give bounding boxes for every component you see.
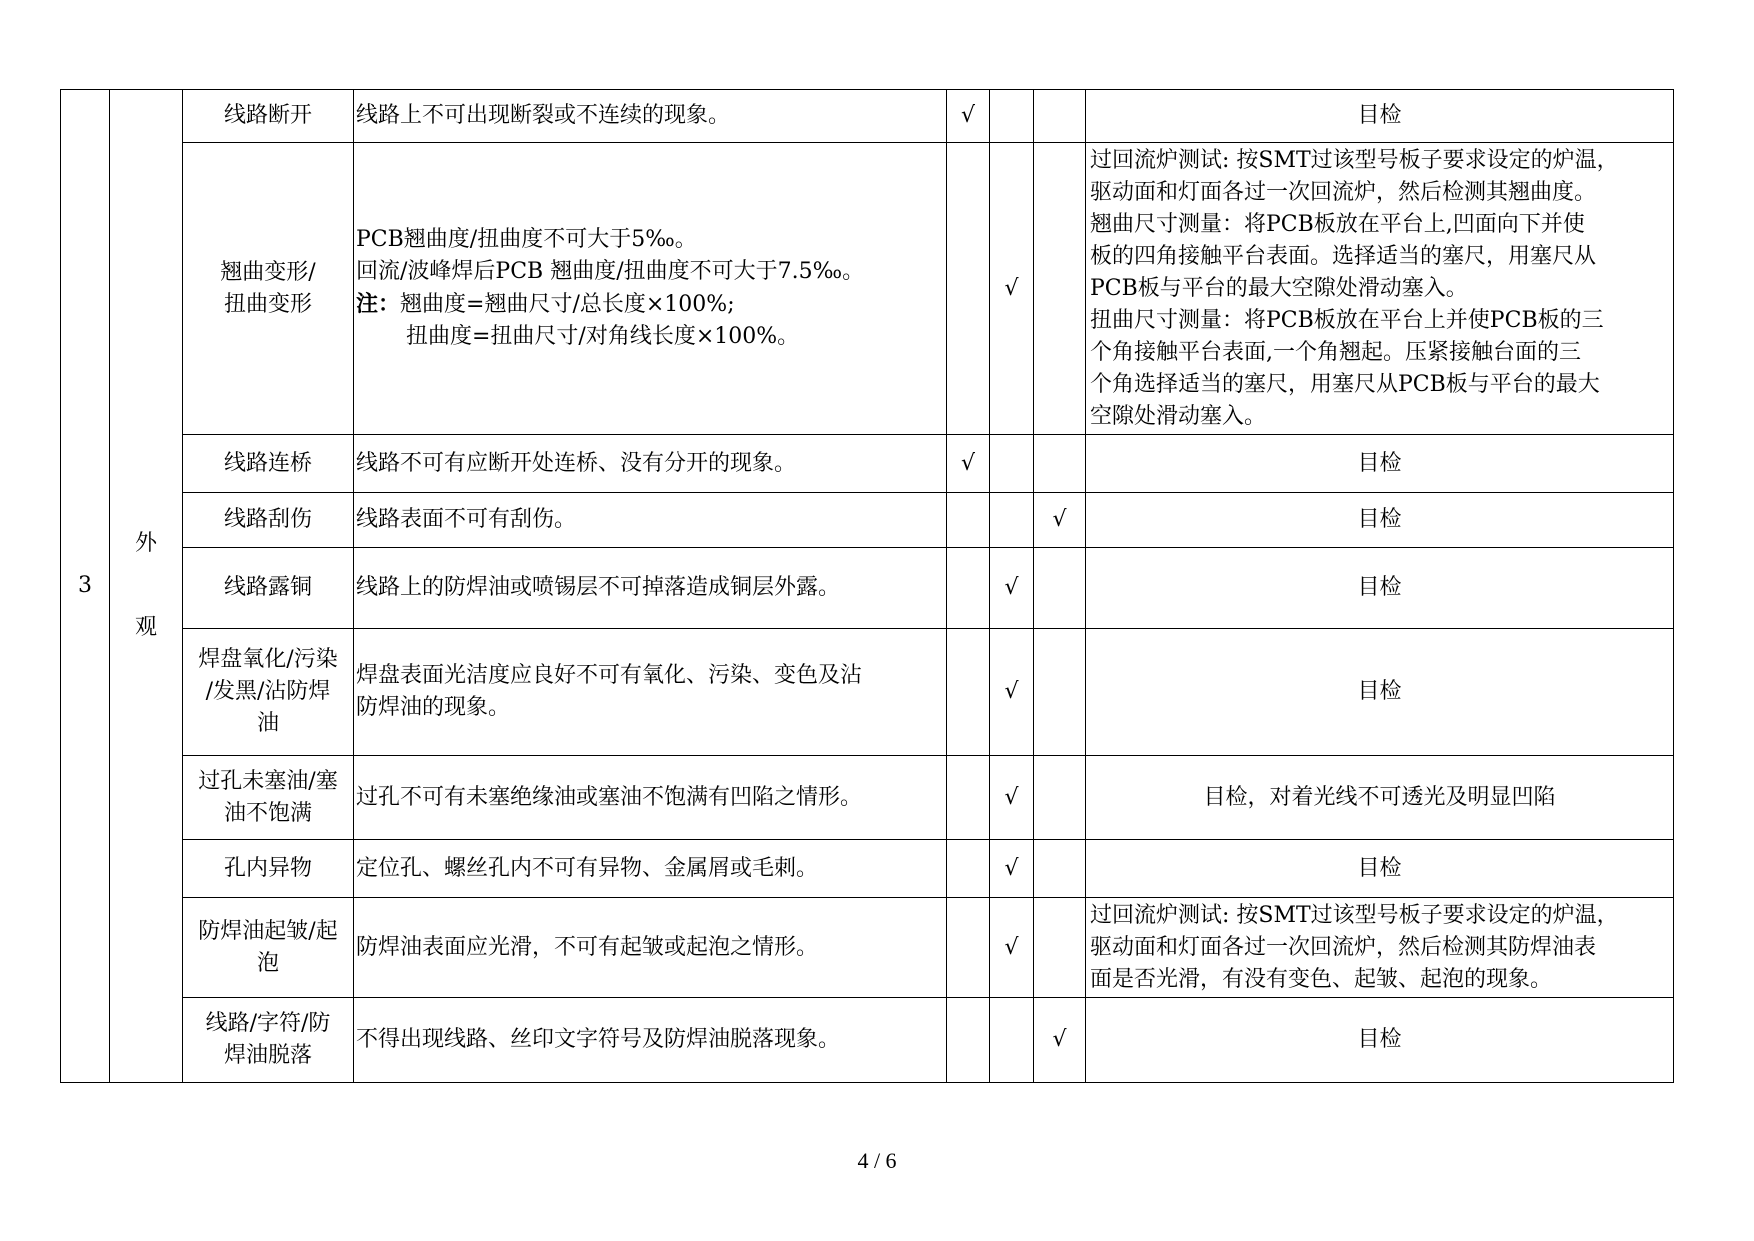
requirement-line: 焊盘表面光洁度应良好不可有氧化、污染、变色及沾 bbox=[356, 663, 863, 688]
method-line: 目检 bbox=[1357, 855, 1402, 881]
requirement-line: 回流/波峰焊后PCB 翘曲度/扭曲度不可大于7.5‰。 bbox=[356, 259, 865, 284]
grade-cell-2 bbox=[990, 998, 1034, 1083]
method-line: 翘曲尺寸测量：将PCB板放在平台上,凹面向下并使 bbox=[1090, 211, 1585, 237]
requirement-cell bbox=[354, 756, 947, 840]
grade-cell-2 bbox=[990, 435, 1034, 493]
grade-cell-3 bbox=[1034, 143, 1086, 435]
table-row bbox=[61, 840, 1674, 898]
defect-item-line: 过孔未塞油/塞 bbox=[198, 768, 338, 794]
inspection-table bbox=[60, 89, 1674, 1083]
table-row bbox=[61, 143, 1674, 435]
method-line: PCB板与平台的最大空隙处滑动塞入。 bbox=[1090, 275, 1468, 301]
section-number-cell: 3 bbox=[61, 90, 110, 1083]
inspection-method-cell bbox=[1086, 548, 1674, 629]
table-row bbox=[61, 898, 1674, 998]
defect-item-line: 线路露铜 bbox=[223, 575, 312, 600]
grade-cell-3 bbox=[1034, 548, 1086, 629]
table-row bbox=[61, 90, 1674, 143]
requirement-line: PCB翘曲度/扭曲度不可大于5‰。 bbox=[356, 227, 697, 252]
grade-cell-1 bbox=[947, 629, 990, 756]
inspection-method-cell bbox=[1086, 90, 1674, 143]
defect-item-cell bbox=[183, 435, 354, 493]
requirement-line: 防焊油表面应光滑，不可有起皱或起泡之情形。 bbox=[356, 934, 819, 960]
defect-item-line: 翘曲变形/ bbox=[220, 259, 316, 285]
grade-cell-2 bbox=[990, 629, 1034, 756]
table-row bbox=[61, 548, 1674, 629]
method-line: 驱动面和灯面各过一次回流炉，然后检测其防焊油表 bbox=[1090, 934, 1597, 960]
method-line: 过回流炉测试: 按SMT过该型号板子要求设定的炉温， bbox=[1090, 147, 1619, 173]
grade-cell-2 bbox=[990, 90, 1034, 143]
grade-cell-1 bbox=[947, 998, 990, 1083]
check-mark: √ bbox=[1004, 934, 1019, 960]
grade-cell-3 bbox=[1034, 90, 1086, 143]
grade-cell-3 bbox=[1034, 840, 1086, 898]
check-mark: √ bbox=[960, 103, 976, 128]
requirement-cell bbox=[354, 629, 947, 756]
defect-item-line: 线路连桥 bbox=[223, 450, 312, 476]
grade-cell-1 bbox=[947, 493, 990, 548]
defect-item-line: 孔内异物 bbox=[223, 855, 312, 881]
grade-cell-1 bbox=[947, 756, 990, 840]
requirement-cell bbox=[354, 840, 947, 898]
method-line: 过回流炉测试: 按SMT过该型号板子要求设定的炉温， bbox=[1090, 902, 1619, 928]
inspection-method-cell bbox=[1086, 840, 1674, 898]
inspection-method-cell bbox=[1086, 143, 1674, 435]
grade-cell-2 bbox=[990, 493, 1034, 548]
requirement-line: 线路上的防焊油或喷锡层不可掉落造成铜层外露。 bbox=[356, 575, 841, 600]
defect-item-line: 油不饱满 bbox=[223, 800, 312, 826]
requirement-cell bbox=[354, 493, 947, 548]
check-mark: √ bbox=[1004, 679, 1019, 704]
check-mark: √ bbox=[1052, 507, 1067, 532]
table-row bbox=[61, 998, 1674, 1083]
check-mark: √ bbox=[1004, 784, 1019, 810]
defect-item-cell bbox=[183, 143, 354, 435]
inspection-method-cell bbox=[1086, 998, 1674, 1083]
defect-item-cell bbox=[183, 493, 354, 548]
defect-item-cell bbox=[183, 548, 354, 629]
defect-item-line: 油 bbox=[256, 711, 279, 736]
method-line: 目检 bbox=[1357, 450, 1402, 476]
requirement-line: 定位孔、螺丝孔内不可有异物、金属屑或毛刺。 bbox=[356, 855, 819, 881]
defect-item-cell bbox=[183, 840, 354, 898]
inspection-method-cell bbox=[1086, 493, 1674, 548]
requirement-cell bbox=[354, 90, 947, 143]
defect-item-line: 扭曲变形 bbox=[223, 291, 312, 317]
method-line: 目检 bbox=[1357, 507, 1402, 532]
method-line: 目检 bbox=[1357, 103, 1402, 128]
requirement-cell bbox=[354, 435, 947, 493]
defect-item-line: 线路断开 bbox=[223, 103, 312, 128]
method-line: 空隙处滑动塞入。 bbox=[1090, 403, 1267, 429]
grade-cell-2 bbox=[990, 898, 1034, 998]
defect-item-line: 线路/字符/防 bbox=[205, 1011, 331, 1036]
grade-cell-1 bbox=[947, 435, 990, 493]
table-row bbox=[61, 756, 1674, 840]
requirement-cell bbox=[354, 143, 947, 435]
method-line: 个角选择适当的塞尺，用塞尺从PCB板与平台的最大 bbox=[1090, 371, 1600, 397]
check-mark: √ bbox=[1004, 855, 1019, 881]
requirement-line: 线路上不可出现断裂或不连续的现象。 bbox=[356, 103, 731, 128]
check-mark: √ bbox=[960, 450, 976, 476]
defect-item-cell bbox=[183, 756, 354, 840]
defect-item-line: /发黑/沾防焊 bbox=[205, 679, 331, 704]
note-line bbox=[356, 321, 944, 353]
grade-cell-1 bbox=[947, 143, 990, 435]
inspection-method-cell bbox=[1086, 629, 1674, 756]
grade-cell-3 bbox=[1034, 435, 1086, 493]
method-line: 目检 bbox=[1357, 1027, 1402, 1052]
grade-cell-1 bbox=[947, 548, 990, 629]
grade-cell-2 bbox=[990, 548, 1034, 629]
category-char: 观 bbox=[134, 615, 157, 640]
inspection-method-cell bbox=[1086, 898, 1674, 998]
check-mark: √ bbox=[1004, 575, 1019, 600]
inspection-method-cell bbox=[1086, 756, 1674, 840]
method-line: 目检 bbox=[1357, 575, 1402, 600]
category-char: 外 bbox=[134, 531, 157, 556]
method-line: 目检 bbox=[1357, 679, 1402, 704]
inspection-method-cell bbox=[1086, 435, 1674, 493]
grade-cell-1 bbox=[947, 90, 990, 143]
requirement-line: 线路表面不可有刮伤。 bbox=[356, 507, 577, 532]
note-line bbox=[356, 288, 944, 321]
defect-item-line: 防焊油起皱/起 bbox=[198, 918, 338, 944]
note-label: 注： bbox=[356, 291, 401, 317]
requirement-line: 防焊油的现象。 bbox=[356, 695, 511, 720]
grade-cell-3 bbox=[1034, 629, 1086, 756]
defect-item-line: 焊盘氧化/污染 bbox=[198, 647, 338, 672]
defect-item-cell bbox=[183, 898, 354, 998]
table-row bbox=[61, 629, 1674, 756]
note-text: 扭曲度=扭曲尺寸/对角线长度×100%。 bbox=[406, 324, 800, 349]
requirement-cell bbox=[354, 998, 947, 1083]
page-number: 4 / 6 bbox=[857, 1148, 897, 1173]
requirement-line: 线路不可有应断开处连桥、没有分开的现象。 bbox=[356, 450, 797, 476]
method-line: 驱动面和灯面各过一次回流炉，然后检测其翘曲度。 bbox=[1090, 179, 1597, 205]
defect-item-line: 线路刮伤 bbox=[223, 507, 312, 532]
method-line: 扭曲尺寸测量：将PCB板放在平台上并使PCB板的三 bbox=[1090, 307, 1604, 333]
requirement-cell bbox=[354, 898, 947, 998]
check-mark: √ bbox=[1052, 1027, 1067, 1052]
defect-item-cell bbox=[183, 90, 354, 143]
grade-cell-3 bbox=[1034, 756, 1086, 840]
grade-cell-3 bbox=[1034, 493, 1086, 548]
defect-item-line: 泡 bbox=[256, 950, 279, 976]
defect-item-cell bbox=[183, 629, 354, 756]
check-mark: √ bbox=[1004, 275, 1019, 301]
method-line: 个角接触平台表面,一个角翘起。压紧接触台面的三 bbox=[1090, 339, 1581, 365]
table-row bbox=[61, 493, 1674, 548]
grade-cell-2 bbox=[990, 756, 1034, 840]
defect-item-line: 焊油脱落 bbox=[223, 1043, 312, 1068]
method-line: 板的四角接触平台表面。选择适当的塞尺，用塞尺从 bbox=[1090, 243, 1597, 269]
grade-cell-2 bbox=[990, 143, 1034, 435]
grade-cell-3 bbox=[1034, 898, 1086, 998]
method-line: 面是否光滑，有没有变色、起皱、起泡的现象。 bbox=[1090, 966, 1553, 992]
requirement-line: 过孔不可有未塞绝缘油或塞油不饱满有凹陷之情形。 bbox=[356, 784, 863, 810]
method-line: 目检，对着光线不可透光及明显凹陷 bbox=[1203, 784, 1556, 810]
category-cell bbox=[110, 90, 183, 1083]
defect-item-cell bbox=[183, 998, 354, 1083]
requirement-line: 不得出现线路、丝印文字符号及防焊油脱落现象。 bbox=[356, 1027, 841, 1052]
grade-cell-3 bbox=[1034, 998, 1086, 1083]
requirement-cell bbox=[354, 548, 947, 629]
grade-cell-1 bbox=[947, 840, 990, 898]
note-text: 翘曲度=翘曲尺寸/总长度×100%; bbox=[400, 292, 735, 317]
grade-cell-1 bbox=[947, 898, 990, 998]
table-row bbox=[61, 435, 1674, 493]
grade-cell-2 bbox=[990, 840, 1034, 898]
